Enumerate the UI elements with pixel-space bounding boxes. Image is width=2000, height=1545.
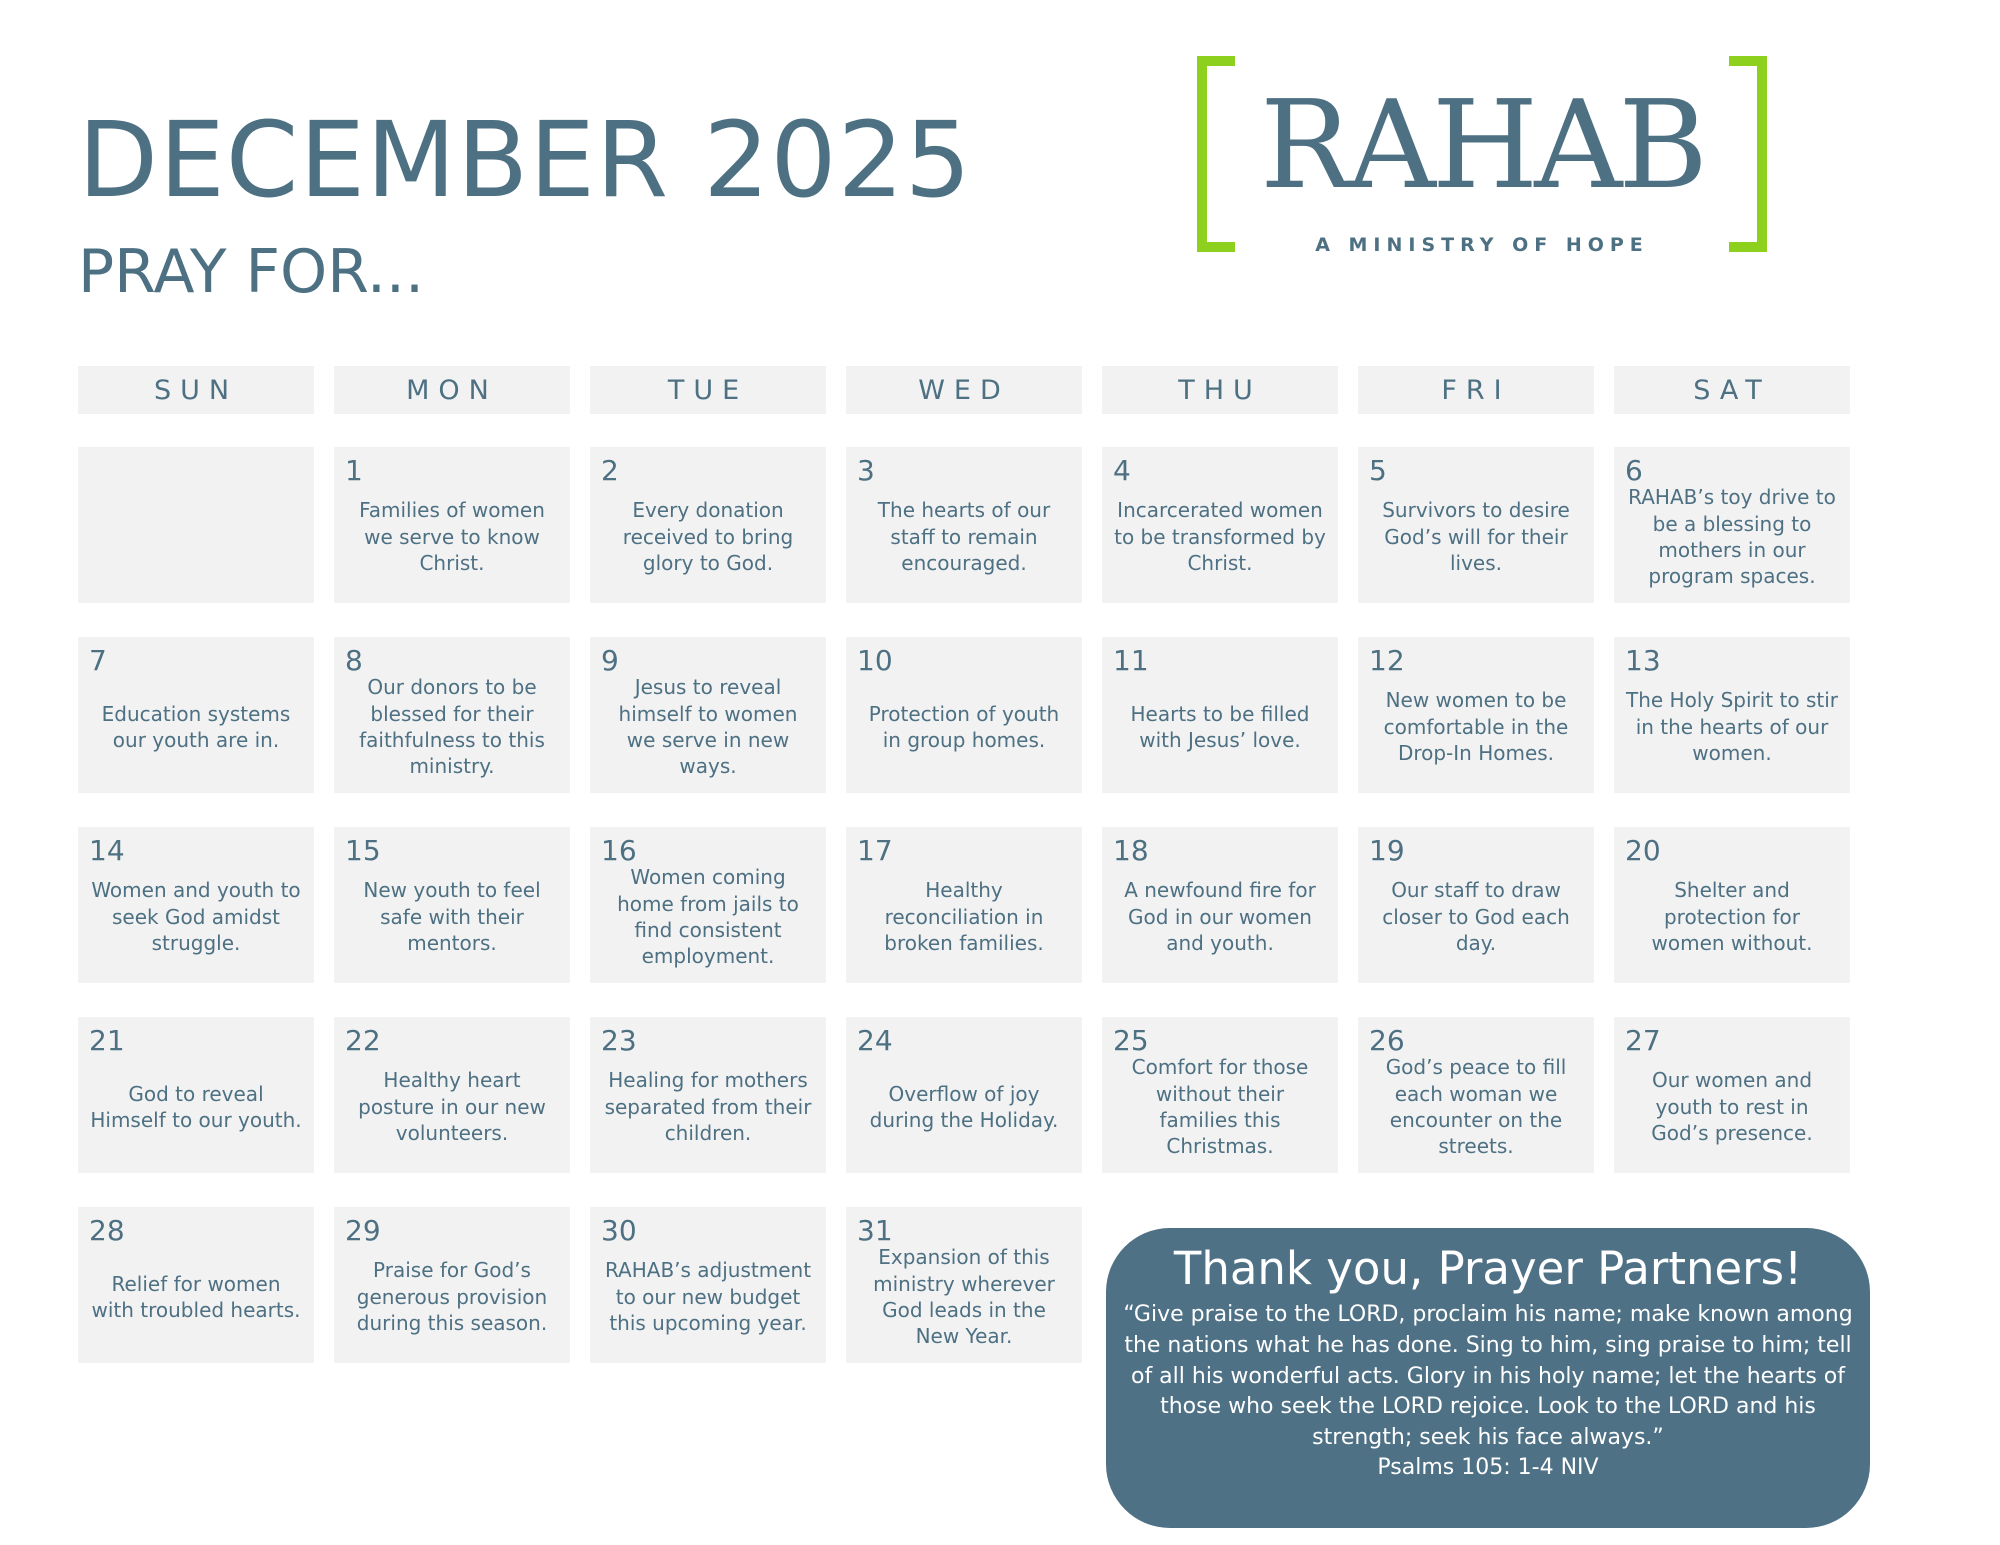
day-cell (1614, 637, 1850, 793)
day-number: 22 (345, 1024, 381, 1057)
day-number: 13 (1625, 644, 1661, 677)
thank-you-title: Thank you, Prayer Partners! (1173, 1242, 1803, 1295)
day-cell (590, 637, 826, 793)
weekday-fri: FRI (1358, 366, 1594, 414)
weekday-sat: SAT (1614, 366, 1850, 414)
day-number: 3 (857, 454, 875, 487)
prayer-text: Healthy reconciliation in broken families. (884, 878, 1044, 956)
prayer-text: Protection of youth in group homes. (868, 701, 1060, 752)
day-number: 5 (1369, 454, 1387, 487)
page-subtitle: PRAY FOR... (78, 237, 425, 307)
prayer-text: Every donation received to bring glory to God. (622, 498, 794, 576)
weekday-header-row (78, 366, 1940, 414)
rahab-logo (1197, 56, 1767, 258)
day-cell (334, 447, 570, 603)
prayer-text: Relief for women with troubled hearts. (91, 1271, 301, 1322)
page-title: DECEMBER 2025 (78, 99, 972, 221)
thank-you-panel (1106, 1228, 1870, 1528)
prayer-text: Families of women we serve to know Christ. (359, 498, 545, 576)
weekday-sun: SUN (78, 366, 314, 414)
day-number: 15 (345, 834, 381, 867)
day-cell (1102, 637, 1338, 793)
day-number: 9 (601, 644, 619, 677)
prayer-text: New youth to feel safe with their mentors. (363, 878, 541, 956)
day-number: 6 (1625, 454, 1643, 487)
day-number: 4 (1113, 454, 1131, 487)
day-number: 18 (1113, 834, 1149, 867)
day-cell (1614, 827, 1850, 983)
day-cell (1102, 1017, 1338, 1173)
day-cell (334, 827, 570, 983)
day-cell (1102, 827, 1338, 983)
prayer-text: The Holy Spirit to stir in the hearts of our women. (1626, 688, 1838, 766)
logo-tagline: A MINISTRY OF HOPE (1315, 234, 1649, 256)
weekday-thu: THU (1102, 366, 1338, 414)
logo-right-bracket (1729, 56, 1767, 252)
day-number: 27 (1625, 1024, 1661, 1057)
day-cell (846, 1207, 1082, 1363)
prayer-text: Our donors to be blessed for their faithfulness to this ministry. (359, 675, 545, 779)
day-number: 11 (1113, 644, 1149, 677)
day-number: 24 (857, 1024, 893, 1057)
day-number: 29 (345, 1214, 381, 1247)
prayer-text: Our staff to draw closer to God each day. (1382, 878, 1570, 956)
day-cell (334, 637, 570, 793)
weekday-wed: WED (846, 366, 1082, 414)
day-cell (78, 637, 314, 793)
day-number: 7 (89, 644, 107, 677)
prayer-text: Healthy heart posture in our new volunteers. (358, 1068, 546, 1146)
prayer-text: God to reveal Himself to our youth. (90, 1081, 302, 1132)
prayer-text: Comfort for those without their families this Christmas. (1131, 1055, 1309, 1159)
day-number: 8 (345, 644, 363, 677)
day-cell (1614, 447, 1850, 603)
day-cell (1358, 637, 1594, 793)
scripture-quote: “Give praise to the LORD, proclaim his name; make known among the nations what he has done. Sing to him, sing praise to him; tell of all his wonderful acts. Glory in his holy name; let the hearts of those who seek the LORD rejoice. Look to the LORD and his strength; seek his face always.” (1123, 1302, 1853, 1451)
day-number: 2 (601, 454, 619, 487)
day-cell (78, 827, 314, 983)
day-number: 28 (89, 1214, 125, 1247)
weekday-tue: TUE (590, 366, 826, 414)
prayer-text: Our women and youth to rest in God’s presence. (1651, 1068, 1813, 1146)
day-cell (590, 827, 826, 983)
day-number: 10 (857, 644, 893, 677)
day-cell (78, 1207, 314, 1363)
prayer-text: Women coming home from jails to find consistent employment. (617, 865, 799, 969)
prayer-text: The hearts of our staff to remain encouraged. (877, 498, 1051, 576)
logo-wordmark: RAHAB (1259, 74, 1705, 216)
day-number: 12 (1369, 644, 1405, 677)
prayer-text: Women and youth to seek God amidst struggle. (91, 878, 301, 956)
day-cell (846, 637, 1082, 793)
day-cell-empty (78, 447, 314, 603)
prayer-text: Healing for mothers separated from their children. (604, 1068, 812, 1146)
prayer-text: A newfound fire for God in our women and youth. (1124, 878, 1316, 956)
weekday-mon: MON (334, 366, 570, 414)
day-cell (846, 827, 1082, 983)
day-number: 16 (601, 834, 637, 867)
day-cell (590, 447, 826, 603)
prayer-text: Shelter and protection for women without. (1651, 878, 1813, 956)
prayer-text: New women to be comfortable in the Drop-In Homes. (1383, 688, 1569, 766)
day-number: 25 (1113, 1024, 1149, 1057)
day-number: 19 (1369, 834, 1405, 867)
day-number: 30 (601, 1214, 637, 1247)
day-cell (1358, 1017, 1594, 1173)
day-number: 1 (345, 454, 363, 487)
day-number: 31 (857, 1214, 893, 1247)
prayer-text: Overflow of joy during the Holiday. (869, 1081, 1059, 1132)
prayer-text: Education systems our youth are in. (101, 701, 291, 752)
prayer-text: Praise for God’s generous provision during this season. (356, 1258, 548, 1336)
prayer-text: Hearts to be filled with Jesus’ love. (1130, 701, 1310, 752)
day-cell (1614, 1017, 1850, 1173)
day-cell (334, 1207, 570, 1363)
prayer-text: God’s peace to fill each woman we encounter on the streets. (1385, 1055, 1567, 1159)
day-cell (590, 1207, 826, 1363)
day-number: 20 (1625, 834, 1661, 867)
day-cell (1102, 447, 1338, 603)
day-cell (78, 1017, 314, 1173)
scripture-reference: Psalms 105: 1-4 NIV (1377, 1455, 1599, 1480)
day-cell (846, 1017, 1082, 1173)
day-number: 26 (1369, 1024, 1405, 1057)
day-number: 21 (89, 1024, 125, 1057)
prayer-text: RAHAB’s toy drive to be a blessing to mothers in our program spaces. (1628, 485, 1836, 589)
day-cell (846, 447, 1082, 603)
day-number: 14 (89, 834, 125, 867)
prayer-text: Survivors to desire God’s will for their lives. (1382, 498, 1570, 576)
day-cell (590, 1017, 826, 1173)
prayer-text: Incarcerated women to be transformed by Christ. (1114, 498, 1326, 576)
day-number: 17 (857, 834, 893, 867)
day-number: 23 (601, 1024, 637, 1057)
prayer-text: Expansion of this ministry wherever God leads in the New Year. (873, 1245, 1055, 1349)
day-cell (1358, 827, 1594, 983)
prayer-text: Jesus to reveal himself to women we serve in new ways. (618, 675, 798, 779)
day-cell (1358, 447, 1594, 603)
prayer-text: RAHAB’s adjustment to our new budget this upcoming year. (604, 1258, 812, 1336)
day-cell (334, 1017, 570, 1173)
